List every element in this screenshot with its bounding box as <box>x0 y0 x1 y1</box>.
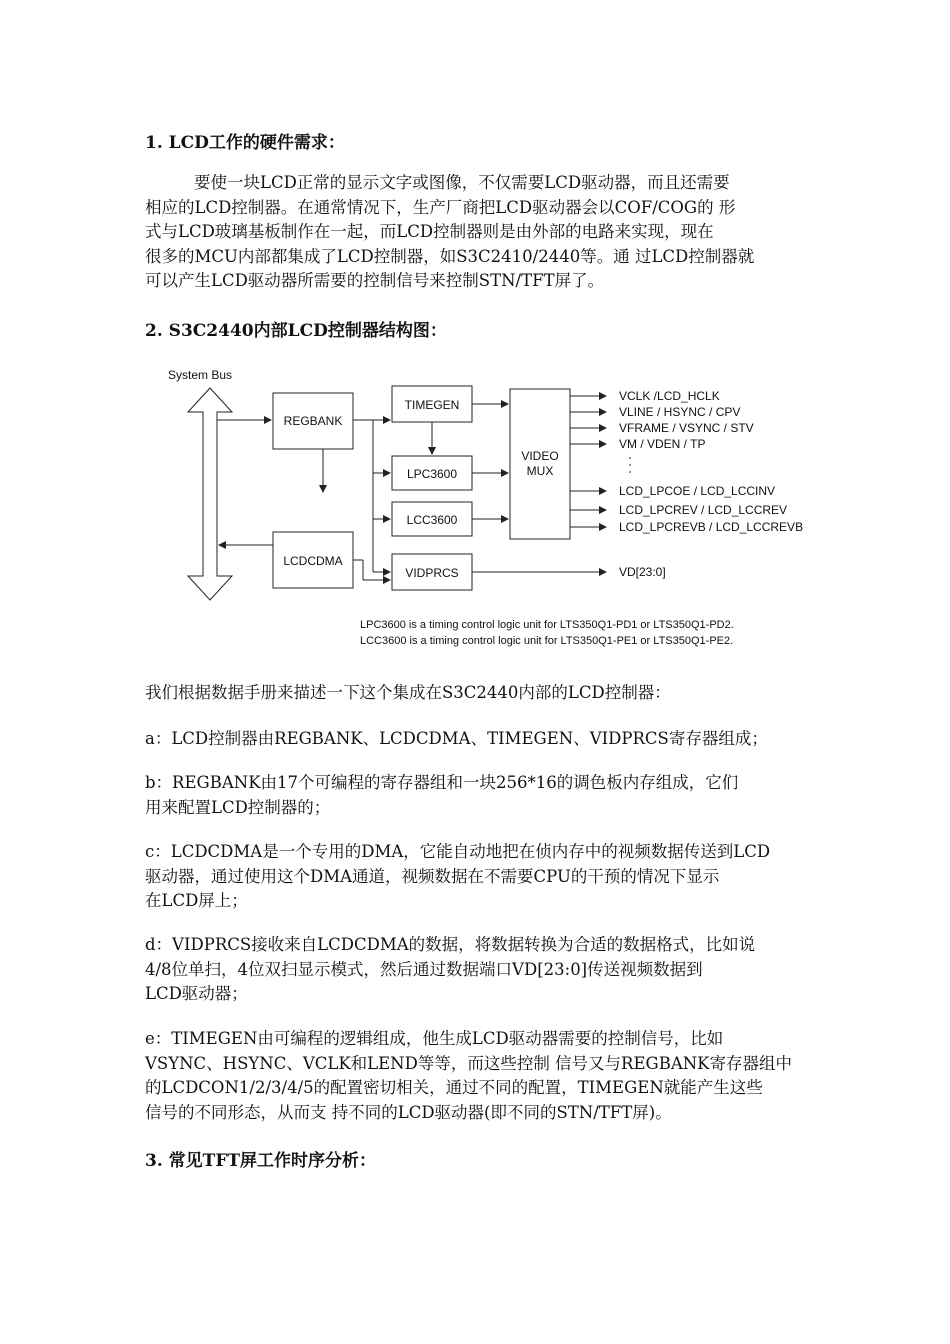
regbank-label: REGBANK <box>283 414 343 428</box>
mux-label: MUX <box>526 464 554 478</box>
lcd-controller-block-diagram <box>160 360 830 655</box>
signal-label: LCD_LPCREVB / LCD_LCCREVB <box>619 520 804 534</box>
signal-label: VCLK /LCD_HCLK <box>619 389 720 403</box>
paragraph-line: e：TIMEGEN由可编程的逻辑组成，他生成LCD驱动器需要的控制信号，比如 <box>145 1029 724 1048</box>
section-1-paragraph <box>145 171 810 294</box>
vd-output-label: VD[23:0] <box>619 565 666 579</box>
paragraph-line: 很多的MCU内部都集成了LCD控制器，如S3C2410/2440等。通 过LCD控制器就 <box>145 246 755 266</box>
diagram-note: LPC3600 is a timing control logic unit for LTS350Q1-PD1 or LTS350Q1-PD2. <box>360 619 734 631</box>
signal-label: LCD_LPCREV / LCD_LCCREV <box>619 503 788 517</box>
item-d <box>145 933 810 1007</box>
paragraph-line: LCD驱动器； <box>145 984 248 1003</box>
paragraph-line: a：LCD控制器由REGBANK、LCDCDMA、TIMEGEN、VIDPRCS寄存器组成； <box>145 729 768 748</box>
section-3-heading: 3. 常见TFT屏工作时序分析： <box>145 1151 377 1171</box>
paragraph-line: VSYNC、HSYNC、VCLK和LEND等等，而这些控制 信号又与REGBANK寄存器组中 <box>145 1053 793 1073</box>
paragraph-line: 信号的不同形态，从而支 持不同的LCD驱动器(即不同的STN/TFT屏)。 <box>145 1102 672 1122</box>
paragraph-line: 可以产生LCD驱动器所需要的控制信号来控制STN/TFT屏了。 <box>145 271 605 290</box>
paragraph-line: 在LCD屏上； <box>145 891 248 910</box>
paragraph-line: 相应的LCD控制器。在通常情况下，生产厂商把LCD驱动器会以COF/COG的 形 <box>145 197 736 217</box>
section-1-heading: 1. LCD工作的硬件需求： <box>145 133 345 153</box>
paragraph-line: 式与LCD玻璃基板制作在一起，而LCD控制器则是由外部的电路来实现，现在 <box>145 222 714 241</box>
paragraph-line: c：LCDCDMA是一个专用的DMA，它能自动地把在侦内存中的视频数据传送到LCD <box>145 842 771 861</box>
video-label: VIDEO <box>521 449 559 463</box>
paragraph-line: d：VIDPRCS接收来自LCDCDMA的数据，将数据转换为合适的数据格式，比如说 <box>145 935 756 954</box>
signal-label: VLINE / HSYNC / CPV <box>619 405 741 419</box>
paragraph-line: 4/8位单扫，4位双扫显示模式，然后通过数据端口VD[23:0]传送视频数据到 <box>145 959 703 979</box>
paragraph-line: 的LCDCON1/2/3/4/5的配置密切相关，通过不同的配置，TIMEGEN就能产生这些 <box>145 1078 763 1097</box>
lpc3600-label: LPC3600 <box>406 467 458 481</box>
system-bus-label: System Bus <box>168 368 233 382</box>
lcc3600-label: LCC3600 <box>406 513 458 527</box>
signal-label: VFRAME / VSYNC / STV <box>619 421 754 435</box>
paragraph-line: 我们根据数据手册来描述一下这个集成在S3C2440内部的LCD控制器： <box>145 683 671 702</box>
section-2-heading: 2. S3C2440内部LCD控制器结构图： <box>145 321 447 341</box>
intro-paragraph <box>145 681 810 706</box>
item-c <box>145 840 810 914</box>
item-b <box>145 771 810 820</box>
signal-label: VM / VDEN / TP <box>619 437 706 451</box>
ellipsis-dots <box>629 457 631 473</box>
paragraph-line: 用来配置LCD控制器的； <box>145 797 331 817</box>
paragraph-line: 驱动器，通过使用这个DMA通道，视频数据在不需要CPU的干预的情况下显示 <box>145 866 720 886</box>
signal-label: LCD_LPCOE / LCD_LCCINV <box>619 484 776 498</box>
diagram-note: LCC3600 is a timing control logic unit for LTS350Q1-PE1 or LTS350Q1-PE2. <box>360 635 734 647</box>
vidprcs-label: VIDPRCS <box>405 566 459 580</box>
paragraph-line: 要使一块LCD正常的显示文字或图像，不仅需要LCD驱动器，而且还需要 <box>194 173 730 192</box>
item-e <box>145 1027 810 1125</box>
item-a <box>145 727 810 752</box>
lcdcdma-label: LCDCDMA <box>283 554 343 568</box>
paragraph-line: b：REGBANK由17个可编程的寄存器组和一块256*16的调色板内存组成，它们 <box>145 773 739 792</box>
timegen-label: TIMEGEN <box>404 398 460 412</box>
